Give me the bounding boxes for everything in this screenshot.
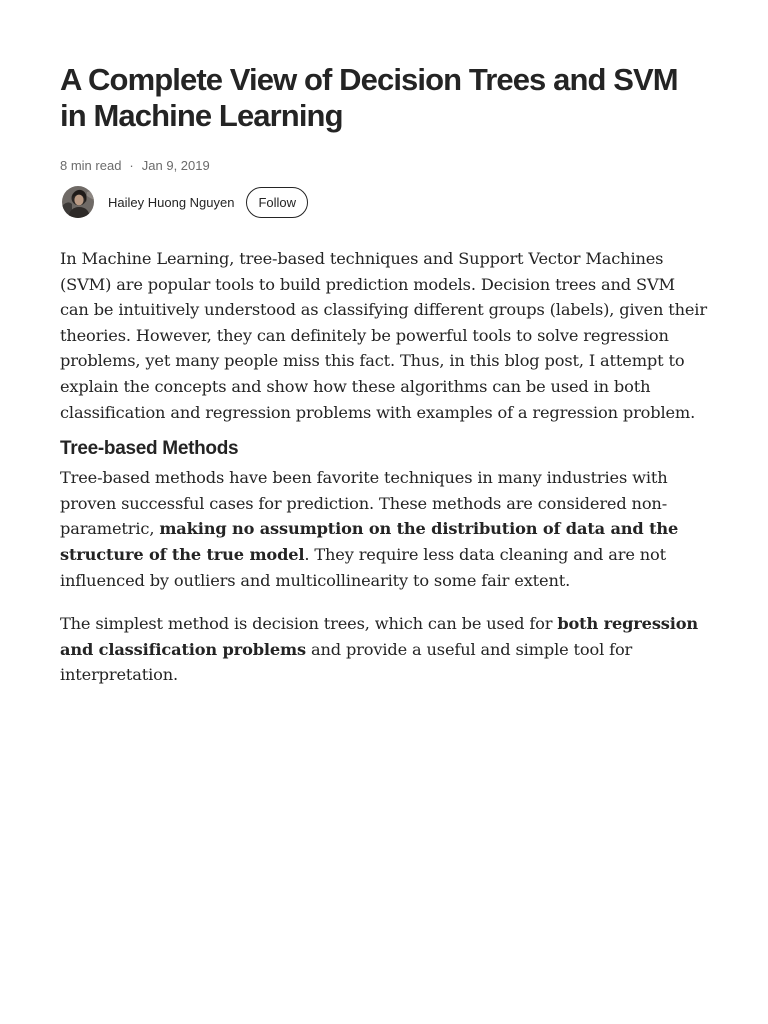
intro-paragraph: In Machine Learning, tree-based techniques and Support Vector Machines (SVM) are popular tools to build prediction models. Decision trees and SVM can be intuitively understood as classifying different groups (labels), given their theories. However, they can definitely be powerful tools to solve regression problems, yet many people miss this fact. Thus, in this blog post, I attempt to explain the concepts and show how these algorithms can be used in both classification and regression problems with examples of a regression problem.: [60, 249, 707, 422]
author-name-link[interactable]: Hailey Huong Nguyen: [108, 194, 235, 210]
tree-methods-paragraph: [60, 465, 708, 593]
read-time: 8 min read: [60, 158, 122, 173]
section-heading: Tree-based Methods: [60, 438, 239, 460]
simple-text-start: The simplest method is decision trees, which can be used for: [60, 614, 558, 634]
simple-method-paragraph: [60, 611, 708, 688]
author-row: [60, 186, 708, 218]
simple-bold-text: both regression and classification problems: [60, 614, 699, 659]
tree-bold-text: making no assumption on the distribution of data and the structure of the true model: [60, 519, 679, 564]
simple-text-end: and provide a useful and simple tool for interpretation.: [60, 639, 633, 685]
publish-date: Jan 9, 2019: [141, 158, 210, 173]
follow-button[interactable]: Follow: [246, 187, 308, 218]
article-meta: [60, 158, 708, 174]
tree-text-start: Tree-based methods have been favorite techniques in many industries with proven successful cases for prediction. These methods are considered non-parametric,: [60, 468, 668, 539]
author-avatar[interactable]: [62, 186, 94, 218]
avatar-photo-icon: [62, 186, 94, 218]
tree-text-end: . They require less data cleaning and are not influenced by outliers and multicollinearity to some fair extent.: [60, 544, 666, 590]
article-title: A Complete View of Decision Trees and SVM in Machine Learning: [60, 62, 678, 133]
meta-separator: ·: [129, 158, 134, 173]
